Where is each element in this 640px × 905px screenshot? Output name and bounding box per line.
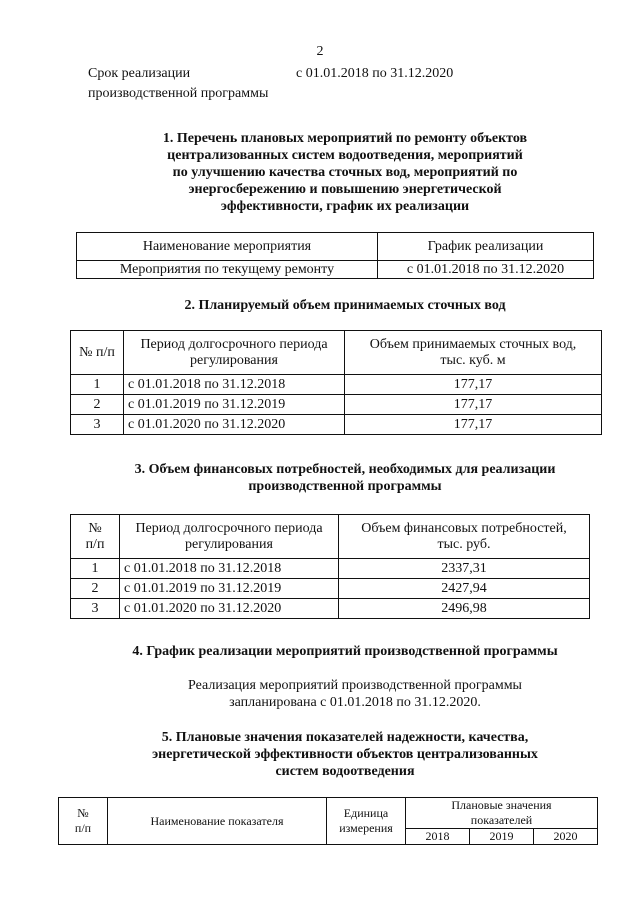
header-line: Единица bbox=[343, 806, 389, 820]
table-row bbox=[71, 599, 590, 619]
row-period: с 01.01.2018 по 31.12.2018 bbox=[120, 559, 339, 579]
year-2020-header: 2020 bbox=[533, 829, 597, 845]
section5-col-indicator-header: Наименование показателя bbox=[108, 798, 327, 845]
section4-text-line: запланирована с 01.01.2018 по 31.12.2020. bbox=[229, 695, 481, 710]
section3-heading-line: производственной программы bbox=[248, 479, 442, 494]
section5-col-plan-header bbox=[406, 798, 598, 829]
row-num: 2 bbox=[71, 579, 120, 599]
row-period: с 01.01.2019 по 31.12.2019 bbox=[120, 579, 339, 599]
row-period: с 01.01.2018 по 31.12.2018 bbox=[124, 375, 345, 395]
row-period: с 01.01.2020 по 31.12.2020 bbox=[124, 415, 345, 435]
header-line: Период долгосрочного периода bbox=[140, 336, 328, 352]
section1-heading-line: эффективности, график их реализации bbox=[220, 199, 470, 214]
section5-col-num-header bbox=[59, 798, 108, 845]
section2-col-volume-header bbox=[345, 331, 602, 375]
year-2019-header: 2019 bbox=[469, 829, 533, 845]
header-line: Период долгосрочного периода bbox=[135, 520, 323, 536]
table-row bbox=[71, 415, 602, 435]
section1-heading-line: 1. Перечень плановых мероприятий по ремонту объектов bbox=[162, 131, 528, 146]
section2-heading: 2. Планируемый объем принимаемых сточных вод bbox=[184, 298, 506, 313]
page-number: 2 bbox=[316, 44, 324, 59]
section1-cell-schedule: с 01.01.2018 по 31.12.2020 bbox=[378, 261, 594, 279]
section1-heading-line: по улучшению качества сточных вод, мероприятий по bbox=[172, 165, 518, 180]
row-value: 177,17 bbox=[345, 395, 602, 415]
header-line: регулирования bbox=[185, 536, 273, 552]
term-label bbox=[88, 64, 308, 104]
row-num: 1 bbox=[71, 375, 124, 395]
section1-col-schedule-header: График реализации bbox=[378, 233, 594, 261]
section1-col-name-header: Наименование мероприятия bbox=[77, 233, 378, 261]
header-line: № bbox=[77, 806, 89, 820]
header-line: Объем принимаемых сточных вод, bbox=[369, 336, 577, 352]
term-label-line1: Срок реализации bbox=[88, 66, 191, 81]
row-period: с 01.01.2019 по 31.12.2019 bbox=[124, 395, 345, 415]
section5-heading-line: 5. Плановые значения показателей надежности, качества, bbox=[161, 730, 529, 745]
header-line: измерения bbox=[339, 821, 393, 835]
section5-heading-line: энергетической эффективности объектов централизованных bbox=[152, 747, 538, 762]
section1-cell-name: Мероприятия по текущему ремонту bbox=[77, 261, 378, 279]
section4-heading: 4. График реализации мероприятий производственной программы bbox=[132, 644, 558, 659]
header-line: регулирования bbox=[190, 352, 278, 368]
section3-heading bbox=[80, 461, 610, 495]
section1-table bbox=[76, 232, 594, 279]
table-row bbox=[71, 579, 590, 599]
table-row bbox=[77, 261, 594, 279]
row-num: 1 bbox=[71, 559, 120, 579]
section2-col-period-header bbox=[124, 331, 345, 375]
section3-heading-line: 3. Объем финансовых потребностей, необходимых для реализации bbox=[134, 462, 556, 477]
row-value: 2496,98 bbox=[339, 599, 590, 619]
section1-heading-line: централизованных систем водоотведения, мероприятий bbox=[167, 148, 523, 163]
header-line: показателей bbox=[470, 813, 533, 827]
year-2018-header: 2018 bbox=[406, 829, 470, 845]
table-row bbox=[71, 395, 602, 415]
row-value: 2427,94 bbox=[339, 579, 590, 599]
header-line: п/п bbox=[74, 821, 92, 835]
term-label-line2: производственной программы bbox=[88, 86, 269, 101]
header-line: Объем финансовых потребностей, bbox=[361, 520, 567, 536]
row-period: с 01.01.2020 по 31.12.2020 bbox=[120, 599, 339, 619]
section3-col-num-header bbox=[71, 515, 120, 559]
term-value: с 01.01.2018 по 31.12.2020 bbox=[296, 66, 454, 81]
header-line: тыс. руб. bbox=[437, 536, 491, 552]
row-num: 2 bbox=[71, 395, 124, 415]
header-line: п/п bbox=[85, 536, 105, 552]
section4-text bbox=[100, 677, 610, 711]
header-line: № bbox=[88, 520, 102, 536]
table-row bbox=[71, 559, 590, 579]
row-num: 3 bbox=[71, 599, 120, 619]
row-num: 3 bbox=[71, 415, 124, 435]
section2-col-num-header: № п/п bbox=[71, 331, 124, 375]
section3-col-period-header bbox=[120, 515, 339, 559]
section1-heading bbox=[100, 130, 590, 215]
row-value: 2337,31 bbox=[339, 559, 590, 579]
section2-table bbox=[70, 330, 602, 435]
header-line: Плановые значения bbox=[451, 798, 552, 812]
header-line: тыс. куб. м bbox=[440, 352, 506, 368]
section5-heading-line: систем водоотведения bbox=[275, 764, 415, 779]
section5-table bbox=[58, 797, 598, 845]
section3-table bbox=[70, 514, 590, 619]
row-value: 177,17 bbox=[345, 415, 602, 435]
section1-heading-line: энергосбережению и повышению энергетической bbox=[188, 182, 502, 197]
table-row bbox=[71, 375, 602, 395]
section5-heading bbox=[80, 729, 610, 780]
row-value: 177,17 bbox=[345, 375, 602, 395]
section5-col-unit-header bbox=[327, 798, 406, 845]
section4-text-line: Реализация мероприятий производственной программы bbox=[188, 678, 522, 693]
section3-col-finance-header bbox=[339, 515, 590, 559]
